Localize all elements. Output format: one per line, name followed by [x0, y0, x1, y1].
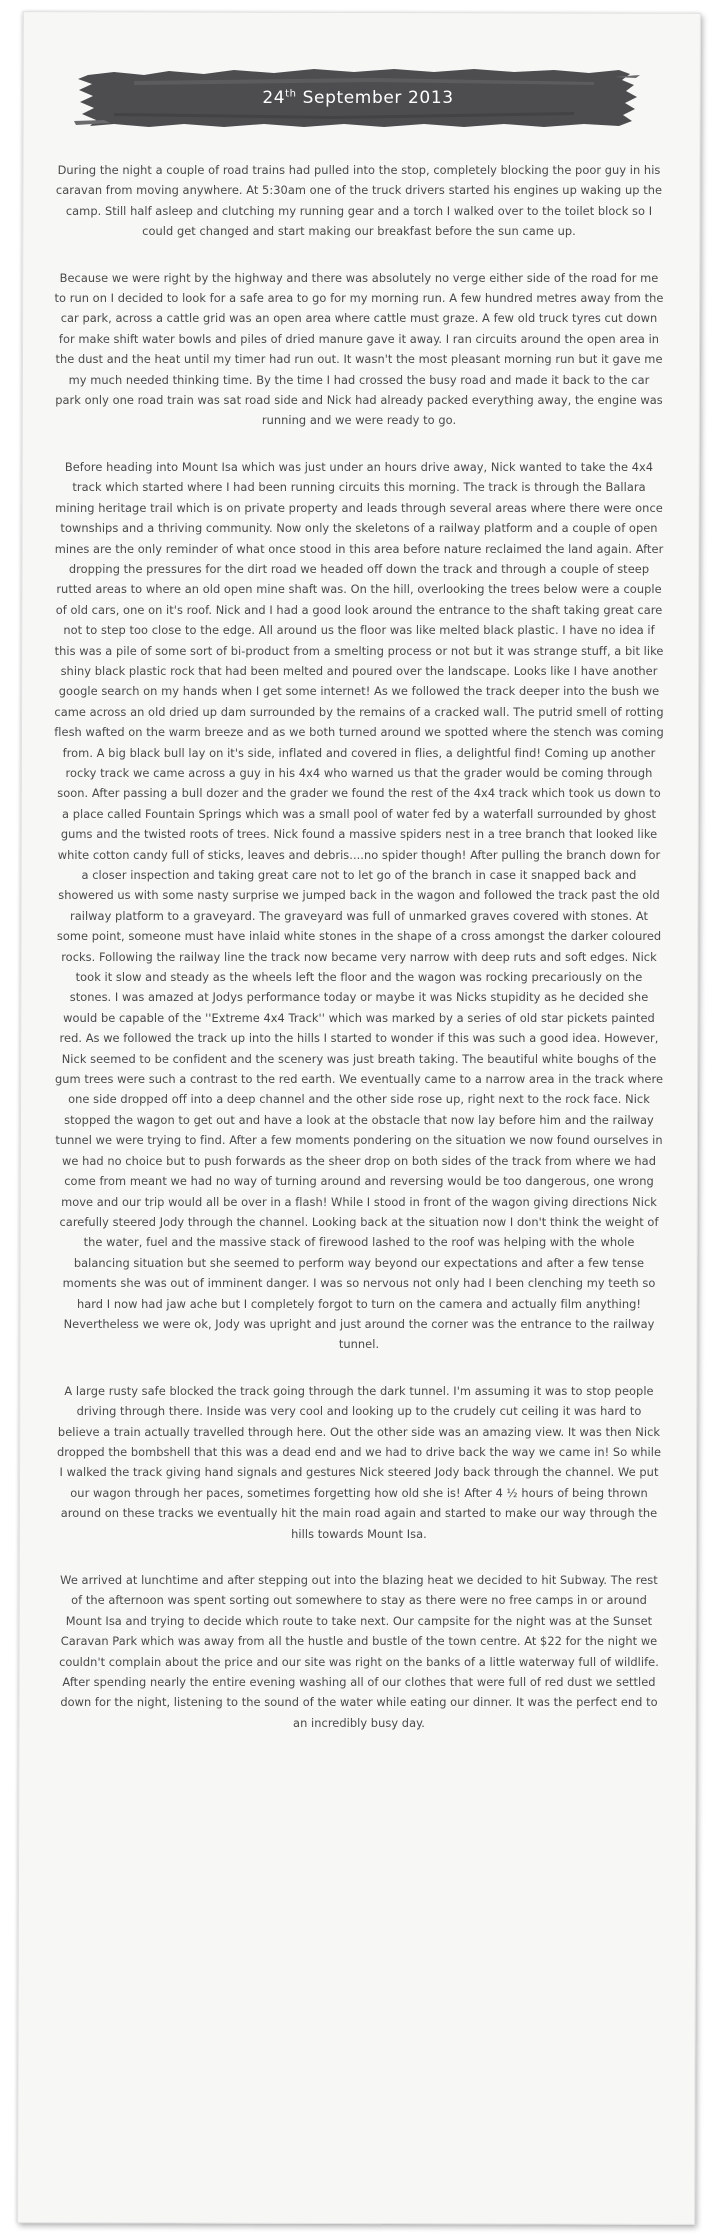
paragraph-morning-run: Because we were right by the highway and there was absolutely no verge either side of the road for me to run on I decided to look for a safe area to go for my morning run. A few hundred metres away from the car park, across a cattle grid was an open area where cattle must graze. A few old truck tyres cut down for make shift water bowls and piles of dried manure gave it away. I ran circuits around the open area in the dust and the heat until my timer had run out. It wasn't the most pleasant morning run but it gave me my much needed thinking time. By the time I had crossed the busy road and made it back to the car park only one road train was sat road side and Nick had already packed everything away, the engine was running and we were ready to go. [54, 270, 664, 428]
paragraph-railway-tunnel: A large rusty safe blocked the track going through the dark tunnel. I'm assuming it was to stop people driving through there. Inside was very cool and looking up to the crudely cut ceiling it was hard to believe a train actually travelled through here. Out the other side was an amazing view. It was then Nick dropped the bombshell that this was a dead end and we had to drive back the way we came in! So while I walked the track giving hand signals and gestures Nick steered Jody back through the channel. We put our wagon through her paces, sometimes forgetting how old she is! After 4 ½ hours of being thrown around on these tracks we eventually hit the main road again and started to make our way through the hills towards Mount Isa. [56, 1383, 662, 1541]
date-banner [74, 63, 642, 133]
journal-body [54, 160, 664, 1759]
paragraph-4x4-track: Before heading into Mount Isa which was just under an hours drive away, Nick wanted to take the 4x4 track which started where I had been running circuits this morning. The track is through the Ballara mining heritage trail which is on private property and leads through several areas where there were once townships and a thriving community. Now only the skeletons of a railway platform and a couple of open mines are the only reminder of what once stood in this area before nature reclaimed the land again. After dropping the pressures for the dirt road we headed off down the track and through a couple of steep rutted areas to where an old open mine shaft was. On the hill, overlooking the trees below were a couple of old cars, one on it's roof. Nick and I had a good look around the entrance to the shaft taking great care not to step too close to the edge. All around us the floor was like melted black plastic. I have no idea if this was a pile of some sort of bi-product from a smelting process or not but it was strange stuff, a bit like shiny black plastic rock that had been melted and poured over the landscape. Looks like I have another google search on my hands when I get some internet! As we followed the track deeper into the bush we came across an old dried up dam surrounded by the remains of a cracked wall. The putrid smell of rotting flesh wafted on the warm breeze and as we both turned around we spotted where the stench was coming from. A big black bull lay on it's side, inflated and covered in flies, a delightful find! Coming up another rocky track we came across a guy in his 4x4 who warned us that the grader would be coming through soon. After passing a bull dozer and the grader we found the rest of the 4x4 track which took us down to a place called Fountain Springs which was a small pool of water fed by a waterfall surrounded by ghost gums and the twisted roots of trees. Nick found a massive spiders nest in a tree branch that looked like white cotton candy full of sticks, leaves and debris....no spider though! After pulling the branch down for a closer inspection and taking great care not to let go of the branch in case it snapped back and showered us with some nasty surprise we jumped back in the wagon and followed the track past the old railway platform to a graveyard. The graveyard was full of unmarked graves covered with stones. At some point, someone must have inlaid white stones in the shape of a cross amongst the darker coloured rocks. Following the railway line the track now became very narrow with deep ruts and soft edges. Nick took it slow and steady as the wheels left the floor and the wagon was rocking precariously on the stones. I was amazed at Jodys performance today or maybe it was Nicks stupidity as he decided she would be capable of the ''Extreme 4x4 Track'' which was marked by a series of old star pickets painted red. As we followed the track up into the hills I started to wonder if this was such a good idea. However, Nick seemed to be confident and the scenery was just breath taking. The beautiful white boughs of the gum trees were such a contrast to the red earth. We eventually came to a narrow area in the track where one side dropped off into a deep channel and the other side rose up, right next to the rock face. Nick stopped the wagon to get out and have a look at the obstacle that now lay before him and the railway tunnel we were trying to find. After a few moments pondering on the situation we now found ourselves in we had no choice but to push forwards as the sheer drop on both sides of the track from where we had come from meant we had no way of turning around and reversing would be too dangerous, one wrong move and our trip would all be over in a flash! While I stood in front of the wagon giving directions Nick carefully steered Jody through the channel. Looking back at the situation now I don't think the weight of the water, fuel and the massive stack of firewood lashed to the roof was helping with the whole balancing situation but she seemed to perform way beyond our expectations and after a few tense moments she was out of imminent danger. I was so nervous not only had I been clenching my teeth so hard I now had jaw ache but I completely forgot to turn on the camera and actually film anything! Nevertheless we were ok, Jody was upright and just around the corner was the entrance to the railway tunnel. [54, 459, 664, 1352]
paragraph-morning-run-intro: During the night a couple of road trains had pulled into the stop, completely blocking the poor guy in his caravan from moving anywhere. At 5:30am one of the truck drivers started his engines up waking up the camp. Still half asleep and clutching my running gear and a torch I walked over to the toilet block so I could get changed and start making our breakfast before the sun came up. [55, 163, 663, 239]
date-day: 24 [262, 88, 286, 108]
date-month-year: September 2013 [296, 88, 454, 108]
entry-date [74, 63, 642, 133]
paragraph-mount-isa: We arrived at lunchtime and after stepping out into the blazing heat we decided to hit Subway. The rest of the afternoon was spent sorting out somewhere to stay as there were no free camps in or around Mount Isa and trying to decide which route to take next. Our campsite for the night was at the Sunset Caravan Park which was away from all the hustle and bustle of the town centre. At $22 for the night we couldn't complain about the price and our site was right on the banks of a little waterway full of wildlife. After spending nearly the entire evening washing all of our clothes that were full of red dust we settled down for the night, listening to the sound of the water while eating our dinner. It was the perfect end to an incredibly busy day. [59, 1573, 659, 1730]
date-suffix: th [285, 88, 297, 100]
